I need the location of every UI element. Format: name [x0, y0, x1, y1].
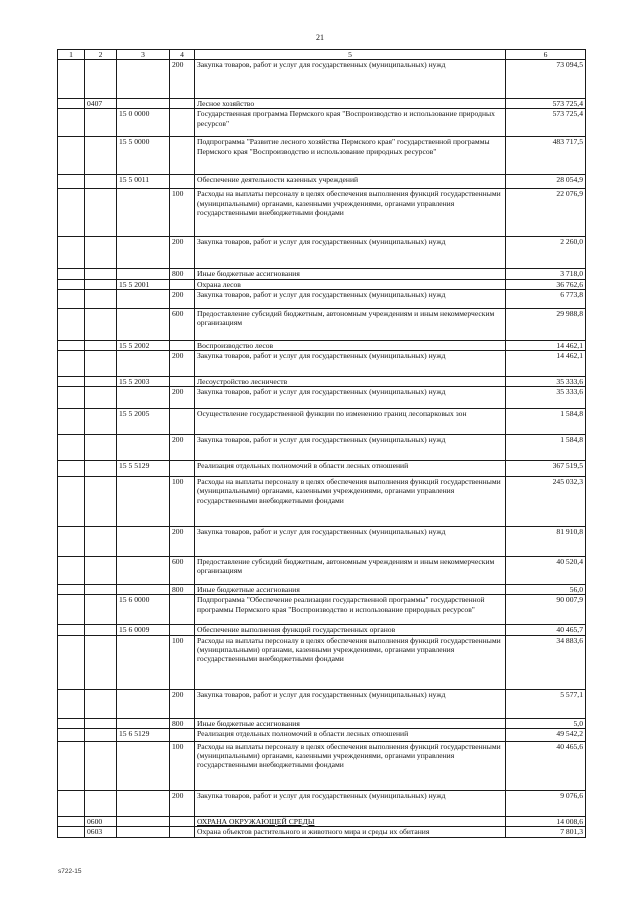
- section-code: [85, 527, 117, 557]
- table-row: [58, 269, 586, 279]
- row-amount: 367 519,5: [506, 461, 586, 477]
- row-description: Охрана лесов: [195, 279, 506, 289]
- row-description: Расходы на выплаты персоналу в целях обеспечения выполнения функций государственными (муниципальными) органами, казенными учреждениями, органами управления государственными внебюджетными фондами: [195, 741, 506, 790]
- expense-type-code: 200: [170, 351, 195, 377]
- table-row: [58, 435, 586, 461]
- table-row: [58, 790, 586, 816]
- expense-type-code: 800: [170, 585, 195, 595]
- row-amount: 36 762,6: [506, 279, 586, 289]
- target-code: 15 5 2003: [117, 377, 170, 387]
- expense-type-code: 200: [170, 237, 195, 269]
- expense-type-code: [170, 728, 195, 741]
- row-description: Обеспечение выполнения функций государственных органов: [195, 625, 506, 635]
- row-amount: 40 465,6: [506, 741, 586, 790]
- expense-type-code: 200: [170, 387, 195, 409]
- header-cell: 5: [195, 50, 506, 60]
- table-row: [58, 237, 586, 269]
- expense-type-code: 200: [170, 689, 195, 718]
- section-code: [85, 387, 117, 409]
- row-description: Лесное хозяйство: [195, 99, 506, 109]
- row-amount: 34 883,6: [506, 635, 586, 689]
- row-amount: 573 725,4: [506, 99, 586, 109]
- row-amount: 29 988,8: [506, 308, 586, 340]
- row-description: Закупка товаров, работ и услуг для государственных (муниципальных) нужд: [195, 351, 506, 377]
- target-code: [117, 189, 170, 237]
- expense-type-code: 100: [170, 189, 195, 237]
- row-description: Реализация отдельных полномочий в области лесных отношений: [195, 461, 506, 477]
- row-amount: 35 333,6: [506, 387, 586, 409]
- target-code: [117, 557, 170, 585]
- table-row: [58, 175, 586, 189]
- section-code: [85, 237, 117, 269]
- section-code: 0407: [85, 99, 117, 109]
- table-row: [58, 137, 586, 175]
- table-row: [58, 289, 586, 308]
- table-header-row: [58, 50, 586, 60]
- target-code: 15 6 0000: [117, 595, 170, 625]
- expense-type-code: 100: [170, 635, 195, 689]
- section-code: [85, 557, 117, 585]
- row-amount: 9 076,6: [506, 790, 586, 816]
- row-description: Реализация отдельных полномочий в области лесных отношений: [195, 728, 506, 741]
- footer-code: s722-15: [58, 868, 82, 875]
- row-description: Закупка товаров, работ и услуг для государственных (муниципальных) нужд: [195, 689, 506, 718]
- row-amount: 35 333,6: [506, 377, 586, 387]
- expense-type-code: [170, 377, 195, 387]
- budget-table: [57, 49, 586, 838]
- expense-type-code: 800: [170, 269, 195, 279]
- table-row: [58, 741, 586, 790]
- table-row: [58, 816, 586, 826]
- table-row: [58, 625, 586, 635]
- row-amount: 6 773,8: [506, 289, 586, 308]
- section-code: [85, 790, 117, 816]
- table-row: [58, 527, 586, 557]
- expense-type-code: 100: [170, 477, 195, 527]
- expense-type-code: 100: [170, 741, 195, 790]
- expense-type-code: 200: [170, 60, 195, 99]
- row-description: Закупка товаров, работ и услуг для государственных (муниципальных) нужд: [195, 237, 506, 269]
- target-code: [117, 790, 170, 816]
- target-code: 15 5 2002: [117, 340, 170, 350]
- table-row: [58, 109, 586, 137]
- row-amount: 22 076,9: [506, 189, 586, 237]
- section-code: [85, 718, 117, 728]
- expense-type-code: 200: [170, 790, 195, 816]
- row-description: Воспроизводство лесов: [195, 340, 506, 350]
- section-code: [85, 351, 117, 377]
- table-row: [58, 351, 586, 377]
- row-amount: 14 008,6: [506, 816, 586, 826]
- section-code: [85, 595, 117, 625]
- section-code: [85, 728, 117, 741]
- target-code: [117, 387, 170, 409]
- target-code: [117, 477, 170, 527]
- target-code: 15 5 2005: [117, 409, 170, 435]
- row-amount: 28 054,9: [506, 175, 586, 189]
- table-row: [58, 387, 586, 409]
- expense-type-code: [170, 816, 195, 826]
- header-cell: 6: [506, 50, 586, 60]
- section-code: [85, 635, 117, 689]
- target-code: 15 6 5129: [117, 728, 170, 741]
- table-row: [58, 340, 586, 350]
- header-cell: 1: [58, 50, 85, 60]
- row-description: Подпрограмма "Развитие лесного хозяйства Пермского края" государственной программы Пермского края "Воспроизводство и использование природных ресурсов": [195, 137, 506, 175]
- section-code: [85, 689, 117, 718]
- expense-type-code: [170, 595, 195, 625]
- header-cell: 4: [170, 50, 195, 60]
- target-code: [117, 351, 170, 377]
- row-amount: 245 032,3: [506, 477, 586, 527]
- section-code: [85, 377, 117, 387]
- table-row: [58, 461, 586, 477]
- target-code: [117, 718, 170, 728]
- row-amount: 56,0: [506, 585, 586, 595]
- row-description: Расходы на выплаты персоналу в целях обеспечения выполнения функций государственными (муниципальными) органами, казенными учреждениями, органами управления государственными внебюджетными фондами: [195, 189, 506, 237]
- row-description: Закупка товаров, работ и услуг для государственных (муниципальных) нужд: [195, 435, 506, 461]
- table-row: [58, 308, 586, 340]
- row-description: Государственная программа Пермского края "Воспроизводство и использование природных ресурсов": [195, 109, 506, 137]
- row-description: Закупка товаров, работ и услуг для государственных (муниципальных) нужд: [195, 289, 506, 308]
- target-code: 15 5 2001: [117, 279, 170, 289]
- row-amount: 2 260,0: [506, 237, 586, 269]
- expense-type-code: 800: [170, 718, 195, 728]
- section-code: [85, 175, 117, 189]
- table-row: [58, 718, 586, 728]
- target-code: 15 5 5129: [117, 461, 170, 477]
- header-cell: 2: [85, 50, 117, 60]
- target-code: [117, 435, 170, 461]
- table-row: [58, 728, 586, 741]
- row-amount: 14 462,1: [506, 340, 586, 350]
- target-code: [117, 99, 170, 109]
- expense-type-code: 200: [170, 527, 195, 557]
- target-code: [117, 289, 170, 308]
- page-number: 21: [316, 33, 324, 42]
- target-code: [117, 689, 170, 718]
- target-code: [117, 269, 170, 279]
- row-amount: 1 584,8: [506, 409, 586, 435]
- expense-type-code: [170, 340, 195, 350]
- row-description: Иные бюджетные ассигнования: [195, 585, 506, 595]
- section-code: [85, 308, 117, 340]
- target-code: 15 6 0009: [117, 625, 170, 635]
- section-code: [85, 585, 117, 595]
- row-description: Закупка товаров, работ и услуг для государственных (муниципальных) нужд: [195, 527, 506, 557]
- table-row: [58, 635, 586, 689]
- table-row: [58, 279, 586, 289]
- row-amount: 73 094,5: [506, 60, 586, 99]
- row-description: Охрана объектов растительного и животного мира и среды их обитания: [195, 827, 506, 838]
- expense-type-code: [170, 409, 195, 435]
- table-row: [58, 689, 586, 718]
- section-code: 0600: [85, 816, 117, 826]
- row-description: Закупка товаров, работ и услуг для государственных (муниципальных) нужд: [195, 60, 506, 99]
- target-code: [117, 585, 170, 595]
- expense-type-code: 600: [170, 308, 195, 340]
- expense-type-code: [170, 109, 195, 137]
- row-amount: 40 520,4: [506, 557, 586, 585]
- row-description: Иные бюджетные ассигнования: [195, 718, 506, 728]
- expense-type-code: [170, 827, 195, 838]
- section-code: [85, 409, 117, 435]
- expense-type-code: 600: [170, 557, 195, 585]
- table-row: [58, 585, 586, 595]
- row-description: Иные бюджетные ассигнования: [195, 269, 506, 279]
- row-description: Предоставление субсидий бюджетным, автономным учреждениям и иным некоммерческим организациям: [195, 557, 506, 585]
- target-code: [117, 527, 170, 557]
- row-amount: 7 801,3: [506, 827, 586, 838]
- expense-type-code: [170, 461, 195, 477]
- row-description: ОХРАНА ОКРУЖАЮЩЕЙ СРЕДЫ: [195, 816, 506, 826]
- section-code: [85, 60, 117, 99]
- row-amount: 49 542,2: [506, 728, 586, 741]
- expense-type-code: [170, 279, 195, 289]
- section-code: [85, 189, 117, 237]
- section-code: [85, 741, 117, 790]
- target-code: [117, 237, 170, 269]
- section-code: [85, 340, 117, 350]
- table-row: [58, 99, 586, 109]
- target-code: 15 5 0000: [117, 137, 170, 175]
- table-row: [58, 409, 586, 435]
- section-code: [85, 289, 117, 308]
- row-description: Расходы на выплаты персоналу в целях обеспечения выполнения функций государственными (муниципальными) органами, казенными учреждениями, органами управления государственными внебюджетными фондами: [195, 635, 506, 689]
- expense-type-code: [170, 175, 195, 189]
- target-code: [117, 308, 170, 340]
- table-row: [58, 557, 586, 585]
- row-amount: 3 718,0: [506, 269, 586, 279]
- row-description: Закупка товаров, работ и услуг для государственных (муниципальных) нужд: [195, 387, 506, 409]
- row-description: Обеспечение деятельности казенных учреждений: [195, 175, 506, 189]
- row-amount: 5,0: [506, 718, 586, 728]
- target-code: [117, 827, 170, 838]
- target-code: [117, 635, 170, 689]
- section-code: [85, 461, 117, 477]
- section-code: [85, 279, 117, 289]
- row-amount: 483 717,5: [506, 137, 586, 175]
- table-row: [58, 60, 586, 99]
- table-row: [58, 377, 586, 387]
- table-row: [58, 595, 586, 625]
- header-cell: 3: [117, 50, 170, 60]
- expense-type-code: 200: [170, 435, 195, 461]
- row-amount: 81 910,8: [506, 527, 586, 557]
- row-amount: 90 007,9: [506, 595, 586, 625]
- row-description: Расходы на выплаты персоналу в целях обеспечения выполнения функций государственными (муниципальными) органами, казенными учреждениями, органами управления государственными внебюджетными фондами: [195, 477, 506, 527]
- expense-type-code: 200: [170, 289, 195, 308]
- section-code: [85, 269, 117, 279]
- row-amount: 573 725,4: [506, 109, 586, 137]
- expense-type-code: [170, 99, 195, 109]
- row-description: Лесоустройство лесничеств: [195, 377, 506, 387]
- target-code: 15 0 0000: [117, 109, 170, 137]
- target-code: 15 5 0011: [117, 175, 170, 189]
- row-description: Осуществление государственной функции по изменению границ лесопарковых зон: [195, 409, 506, 435]
- section-code: [85, 435, 117, 461]
- row-description: Закупка товаров, работ и услуг для государственных (муниципальных) нужд: [195, 790, 506, 816]
- expense-type-code: [170, 625, 195, 635]
- row-description: Предоставление субсидий бюджетным, автономным учреждениям и иным некоммерческим организациям: [195, 308, 506, 340]
- section-code: [85, 625, 117, 635]
- table-row: [58, 477, 586, 527]
- section-code: [85, 137, 117, 175]
- section-code: [85, 477, 117, 527]
- row-amount: 5 577,1: [506, 689, 586, 718]
- target-code: [117, 816, 170, 826]
- target-code: [117, 60, 170, 99]
- expense-type-code: [170, 137, 195, 175]
- row-amount: 14 462,1: [506, 351, 586, 377]
- section-code: 0603: [85, 827, 117, 838]
- target-code: [117, 741, 170, 790]
- table-row: [58, 189, 586, 237]
- row-amount: 40 465,7: [506, 625, 586, 635]
- row-description: Подпрограмма "Обеспечение реализации государственной программы" государственной программы Пермского края "Воспроизводство и использование природных ресурсов": [195, 595, 506, 625]
- row-amount: 1 584,8: [506, 435, 586, 461]
- table-row: [58, 827, 586, 838]
- section-code: [85, 109, 117, 137]
